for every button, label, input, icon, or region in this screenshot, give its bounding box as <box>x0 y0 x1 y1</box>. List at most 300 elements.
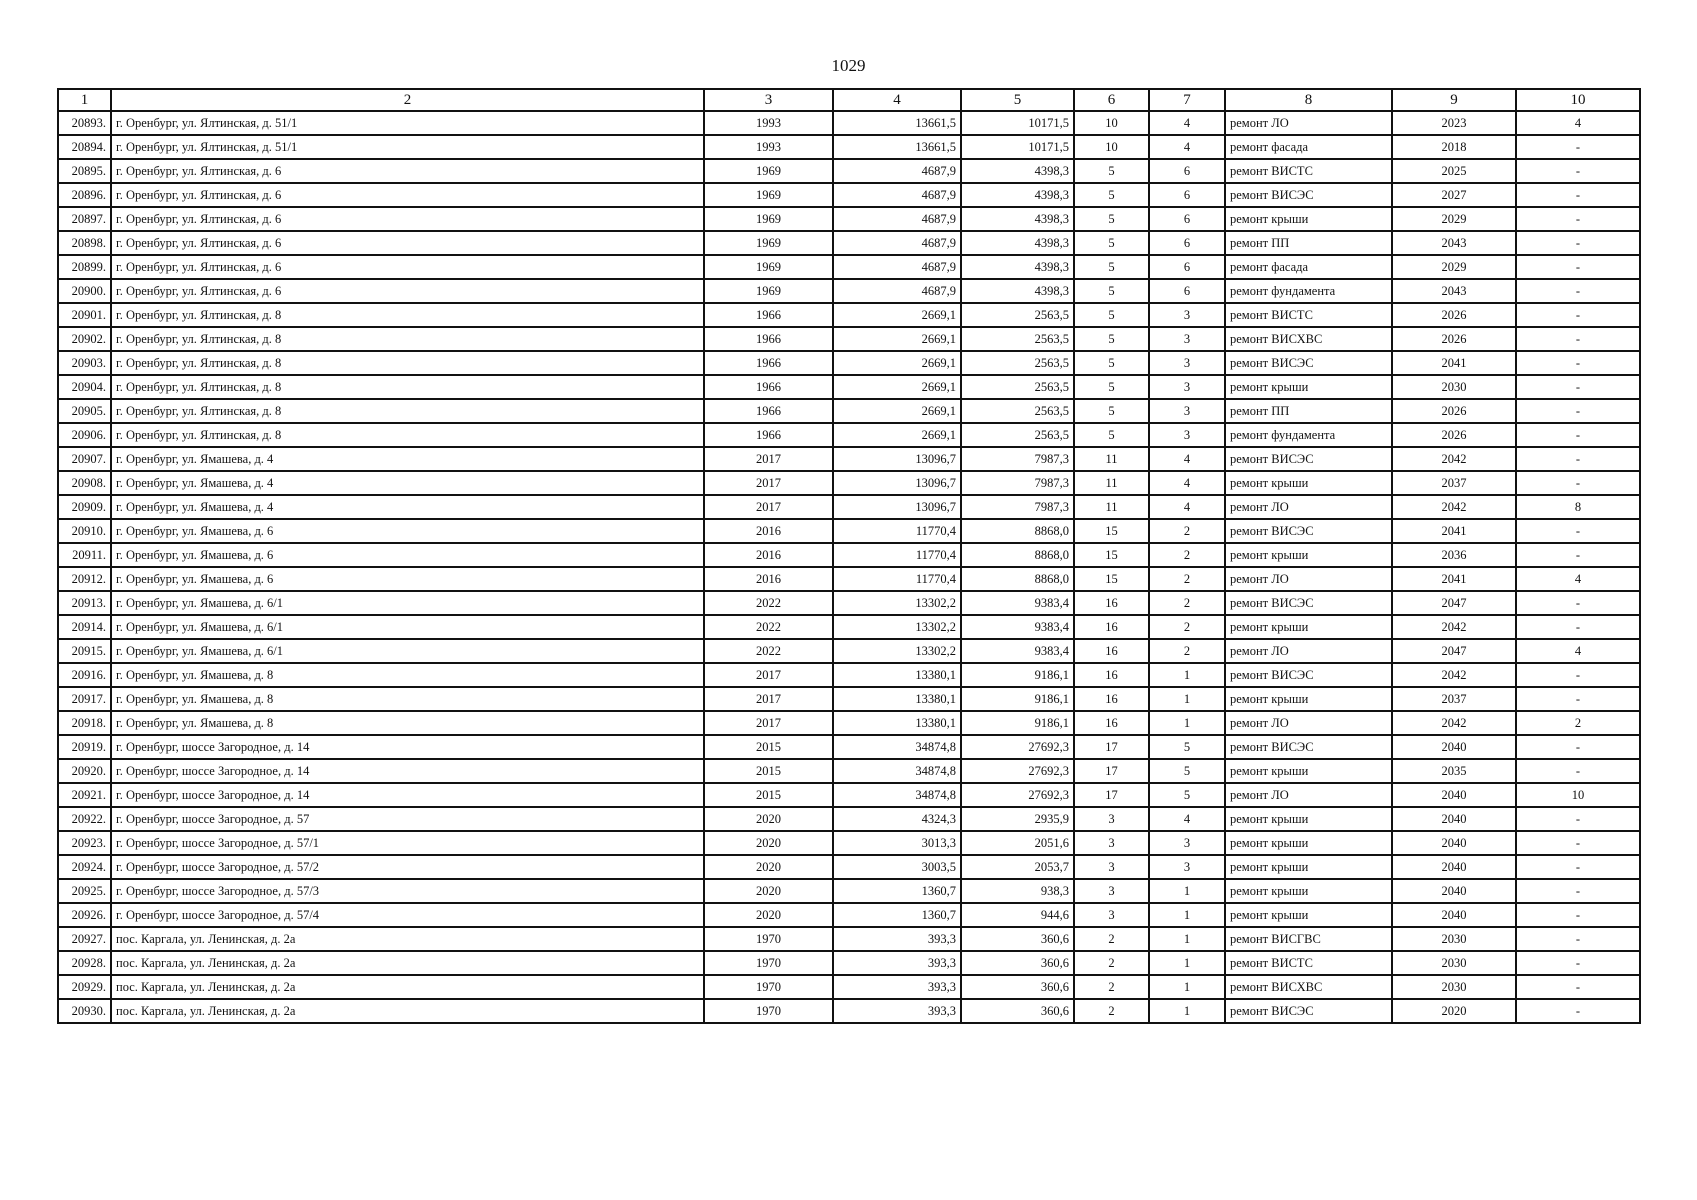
cell-living-area: 360,6 <box>961 975 1074 999</box>
cell-entrances: 2 <box>1149 639 1225 663</box>
cell-total-area: 4687,9 <box>833 279 961 303</box>
cell-planned-year: 2042 <box>1392 711 1516 735</box>
cell-work-type: ремонт ЛО <box>1225 639 1392 663</box>
cell-total-area: 13380,1 <box>833 663 961 687</box>
cell-entrances: 3 <box>1149 303 1225 327</box>
cell-row-number: 20900. <box>58 279 111 303</box>
cell-total-area: 2669,1 <box>833 375 961 399</box>
cell-year-built: 1970 <box>704 927 833 951</box>
cell-floors: 5 <box>1074 399 1149 423</box>
cell-address: пос. Каргала, ул. Ленинская, д. 2а <box>111 999 704 1023</box>
cell-quantity: - <box>1516 591 1640 615</box>
cell-living-area: 4398,3 <box>961 207 1074 231</box>
cell-row-number: 20918. <box>58 711 111 735</box>
column-header: 2 <box>111 89 704 111</box>
cell-entrances: 1 <box>1149 663 1225 687</box>
cell-entrances: 6 <box>1149 279 1225 303</box>
cell-planned-year: 2018 <box>1392 135 1516 159</box>
cell-planned-year: 2030 <box>1392 927 1516 951</box>
cell-work-type: ремонт ВИСЭС <box>1225 663 1392 687</box>
cell-floors: 5 <box>1074 231 1149 255</box>
cell-quantity: - <box>1516 375 1640 399</box>
cell-quantity: - <box>1516 183 1640 207</box>
table-row <box>58 495 1640 519</box>
cell-floors: 15 <box>1074 567 1149 591</box>
cell-living-area: 2053,7 <box>961 855 1074 879</box>
cell-planned-year: 2042 <box>1392 663 1516 687</box>
cell-floors: 11 <box>1074 471 1149 495</box>
cell-work-type: ремонт ВИСТС <box>1225 303 1392 327</box>
cell-year-built: 1966 <box>704 327 833 351</box>
table-row <box>58 687 1640 711</box>
cell-work-type: ремонт ВИСЭС <box>1225 999 1392 1023</box>
cell-floors: 5 <box>1074 327 1149 351</box>
table-row <box>58 615 1640 639</box>
cell-year-built: 2020 <box>704 879 833 903</box>
cell-work-type: ремонт ВИСТС <box>1225 951 1392 975</box>
cell-floors: 5 <box>1074 351 1149 375</box>
cell-total-area: 4687,9 <box>833 207 961 231</box>
cell-living-area: 9186,1 <box>961 711 1074 735</box>
cell-row-number: 20907. <box>58 447 111 471</box>
cell-total-area: 13661,5 <box>833 135 961 159</box>
cell-living-area: 7987,3 <box>961 471 1074 495</box>
table-row <box>58 351 1640 375</box>
cell-floors: 5 <box>1074 375 1149 399</box>
cell-planned-year: 2023 <box>1392 111 1516 135</box>
cell-work-type: ремонт крыши <box>1225 375 1392 399</box>
cell-planned-year: 2037 <box>1392 687 1516 711</box>
cell-work-type: ремонт крыши <box>1225 207 1392 231</box>
cell-work-type: ремонт фасада <box>1225 135 1392 159</box>
cell-row-number: 20926. <box>58 903 111 927</box>
cell-year-built: 1969 <box>704 255 833 279</box>
cell-living-area: 9383,4 <box>961 615 1074 639</box>
table-row <box>58 831 1640 855</box>
cell-address: г. Оренбург, ул. Ямашева, д. 6/1 <box>111 615 704 639</box>
cell-year-built: 1969 <box>704 207 833 231</box>
cell-floors: 17 <box>1074 735 1149 759</box>
cell-entrances: 1 <box>1149 879 1225 903</box>
table-row <box>58 423 1640 447</box>
cell-quantity: - <box>1516 447 1640 471</box>
cell-planned-year: 2042 <box>1392 495 1516 519</box>
cell-floors: 5 <box>1074 255 1149 279</box>
cell-living-area: 360,6 <box>961 999 1074 1023</box>
table-row <box>58 183 1640 207</box>
cell-quantity: 2 <box>1516 711 1640 735</box>
cell-planned-year: 2035 <box>1392 759 1516 783</box>
cell-total-area: 1360,7 <box>833 903 961 927</box>
cell-address: г. Оренбург, ул. Ямашева, д. 6/1 <box>111 639 704 663</box>
table-row <box>58 303 1640 327</box>
cell-quantity: - <box>1516 543 1640 567</box>
cell-year-built: 2022 <box>704 591 833 615</box>
cell-planned-year: 2047 <box>1392 639 1516 663</box>
cell-address: пос. Каргала, ул. Ленинская, д. 2а <box>111 975 704 999</box>
cell-address: г. Оренбург, ул. Ялтинская, д. 51/1 <box>111 135 704 159</box>
cell-quantity: - <box>1516 663 1640 687</box>
cell-quantity: 4 <box>1516 639 1640 663</box>
cell-work-type: ремонт крыши <box>1225 879 1392 903</box>
cell-floors: 17 <box>1074 759 1149 783</box>
repair-schedule-table <box>57 88 1641 1024</box>
table-row <box>58 735 1640 759</box>
cell-year-built: 1993 <box>704 135 833 159</box>
cell-work-type: ремонт ВИСЭС <box>1225 519 1392 543</box>
page-number: 1029 <box>831 56 866 75</box>
cell-total-area: 2669,1 <box>833 303 961 327</box>
cell-row-number: 20911. <box>58 543 111 567</box>
cell-row-number: 20913. <box>58 591 111 615</box>
cell-year-built: 1969 <box>704 231 833 255</box>
cell-floors: 5 <box>1074 183 1149 207</box>
cell-quantity: - <box>1516 879 1640 903</box>
cell-planned-year: 2041 <box>1392 351 1516 375</box>
table-row <box>58 231 1640 255</box>
table-header-row <box>58 89 1640 111</box>
cell-planned-year: 2040 <box>1392 735 1516 759</box>
cell-planned-year: 2040 <box>1392 879 1516 903</box>
cell-year-built: 2015 <box>704 783 833 807</box>
cell-floors: 5 <box>1074 303 1149 327</box>
cell-quantity: - <box>1516 615 1640 639</box>
table-row <box>58 207 1640 231</box>
cell-row-number: 20898. <box>58 231 111 255</box>
cell-row-number: 20897. <box>58 207 111 231</box>
cell-year-built: 2017 <box>704 495 833 519</box>
table-row <box>58 255 1640 279</box>
cell-address: г. Оренбург, ул. Ямашева, д. 6 <box>111 543 704 567</box>
cell-planned-year: 2026 <box>1392 423 1516 447</box>
cell-planned-year: 2036 <box>1392 543 1516 567</box>
table-row <box>58 567 1640 591</box>
cell-planned-year: 2030 <box>1392 375 1516 399</box>
cell-work-type: ремонт ЛО <box>1225 567 1392 591</box>
cell-work-type: ремонт ПП <box>1225 399 1392 423</box>
cell-year-built: 2017 <box>704 471 833 495</box>
cell-living-area: 4398,3 <box>961 279 1074 303</box>
cell-year-built: 1969 <box>704 183 833 207</box>
table-row <box>58 111 1640 135</box>
cell-entrances: 2 <box>1149 615 1225 639</box>
table-row <box>58 639 1640 663</box>
cell-work-type: ремонт крыши <box>1225 855 1392 879</box>
cell-address: г. Оренбург, ул. Ялтинская, д. 6 <box>111 183 704 207</box>
cell-living-area: 9186,1 <box>961 687 1074 711</box>
cell-entrances: 1 <box>1149 975 1225 999</box>
cell-floors: 11 <box>1074 447 1149 471</box>
cell-year-built: 2020 <box>704 807 833 831</box>
cell-quantity: - <box>1516 279 1640 303</box>
cell-address: г. Оренбург, ул. Ялтинская, д. 8 <box>111 399 704 423</box>
cell-total-area: 13302,2 <box>833 615 961 639</box>
cell-floors: 2 <box>1074 951 1149 975</box>
cell-year-built: 1969 <box>704 159 833 183</box>
cell-planned-year: 2026 <box>1392 303 1516 327</box>
cell-total-area: 4687,9 <box>833 231 961 255</box>
cell-address: г. Оренбург, ул. Ямашева, д. 6/1 <box>111 591 704 615</box>
table-row <box>58 543 1640 567</box>
cell-address: г. Оренбург, шоссе Загородное, д. 57/3 <box>111 879 704 903</box>
cell-floors: 10 <box>1074 111 1149 135</box>
cell-floors: 5 <box>1074 207 1149 231</box>
cell-total-area: 34874,8 <box>833 783 961 807</box>
table-row <box>58 135 1640 159</box>
cell-row-number: 20905. <box>58 399 111 423</box>
cell-address: г. Оренбург, ул. Ямашева, д. 6 <box>111 519 704 543</box>
table-row <box>58 807 1640 831</box>
cell-planned-year: 2042 <box>1392 615 1516 639</box>
cell-address: г. Оренбург, ул. Ямашева, д. 4 <box>111 471 704 495</box>
cell-total-area: 13302,2 <box>833 639 961 663</box>
cell-living-area: 2563,5 <box>961 375 1074 399</box>
cell-row-number: 20921. <box>58 783 111 807</box>
cell-living-area: 4398,3 <box>961 231 1074 255</box>
cell-floors: 16 <box>1074 687 1149 711</box>
cell-quantity: - <box>1516 519 1640 543</box>
cell-living-area: 9383,4 <box>961 639 1074 663</box>
table-row <box>58 471 1640 495</box>
cell-entrances: 1 <box>1149 711 1225 735</box>
cell-address: г. Оренбург, ул. Ямашева, д. 8 <box>111 711 704 735</box>
cell-planned-year: 2029 <box>1392 255 1516 279</box>
cell-work-type: ремонт ЛО <box>1225 111 1392 135</box>
cell-address: г. Оренбург, ул. Ялтинская, д. 8 <box>111 423 704 447</box>
cell-row-number: 20914. <box>58 615 111 639</box>
table-row <box>58 759 1640 783</box>
cell-year-built: 2015 <box>704 735 833 759</box>
cell-planned-year: 2042 <box>1392 447 1516 471</box>
cell-row-number: 20895. <box>58 159 111 183</box>
table-row <box>58 375 1640 399</box>
cell-entrances: 2 <box>1149 543 1225 567</box>
cell-entrances: 1 <box>1149 951 1225 975</box>
cell-entrances: 3 <box>1149 375 1225 399</box>
cell-year-built: 2017 <box>704 687 833 711</box>
cell-year-built: 1993 <box>704 111 833 135</box>
cell-floors: 3 <box>1074 879 1149 903</box>
cell-total-area: 13380,1 <box>833 711 961 735</box>
column-header: 3 <box>704 89 833 111</box>
cell-entrances: 3 <box>1149 399 1225 423</box>
table-row <box>58 447 1640 471</box>
cell-total-area: 34874,8 <box>833 759 961 783</box>
cell-year-built: 1969 <box>704 279 833 303</box>
cell-work-type: ремонт крыши <box>1225 759 1392 783</box>
cell-work-type: ремонт ЛО <box>1225 711 1392 735</box>
table-row <box>58 927 1640 951</box>
cell-address: г. Оренбург, шоссе Загородное, д. 57/2 <box>111 855 704 879</box>
cell-year-built: 1966 <box>704 423 833 447</box>
cell-living-area: 2563,5 <box>961 327 1074 351</box>
cell-floors: 15 <box>1074 519 1149 543</box>
cell-total-area: 34874,8 <box>833 735 961 759</box>
cell-floors: 3 <box>1074 831 1149 855</box>
cell-year-built: 2017 <box>704 663 833 687</box>
cell-address: г. Оренбург, ул. Ямашева, д. 6 <box>111 567 704 591</box>
cell-entrances: 4 <box>1149 111 1225 135</box>
cell-row-number: 20894. <box>58 135 111 159</box>
cell-quantity: - <box>1516 327 1640 351</box>
cell-living-area: 2935,9 <box>961 807 1074 831</box>
cell-planned-year: 2043 <box>1392 231 1516 255</box>
cell-row-number: 20930. <box>58 999 111 1023</box>
cell-entrances: 3 <box>1149 855 1225 879</box>
cell-year-built: 2020 <box>704 831 833 855</box>
cell-total-area: 2669,1 <box>833 423 961 447</box>
cell-quantity: - <box>1516 807 1640 831</box>
cell-floors: 2 <box>1074 999 1149 1023</box>
cell-address: г. Оренбург, ул. Ялтинская, д. 8 <box>111 303 704 327</box>
cell-year-built: 1966 <box>704 375 833 399</box>
cell-entrances: 5 <box>1149 783 1225 807</box>
cell-entrances: 4 <box>1149 807 1225 831</box>
cell-entrances: 3 <box>1149 351 1225 375</box>
cell-living-area: 360,6 <box>961 951 1074 975</box>
cell-floors: 16 <box>1074 711 1149 735</box>
cell-quantity: - <box>1516 759 1640 783</box>
cell-row-number: 20920. <box>58 759 111 783</box>
cell-living-area: 9383,4 <box>961 591 1074 615</box>
cell-work-type: ремонт ВИСХВС <box>1225 327 1392 351</box>
cell-year-built: 2022 <box>704 639 833 663</box>
cell-year-built: 2016 <box>704 519 833 543</box>
cell-quantity: - <box>1516 303 1640 327</box>
column-header: 4 <box>833 89 961 111</box>
cell-row-number: 20906. <box>58 423 111 447</box>
cell-total-area: 13302,2 <box>833 591 961 615</box>
cell-total-area: 2669,1 <box>833 351 961 375</box>
cell-work-type: ремонт фасада <box>1225 255 1392 279</box>
cell-living-area: 2563,5 <box>961 423 1074 447</box>
cell-year-built: 2022 <box>704 615 833 639</box>
cell-quantity: 10 <box>1516 783 1640 807</box>
cell-entrances: 3 <box>1149 423 1225 447</box>
cell-row-number: 20928. <box>58 951 111 975</box>
cell-living-area: 2563,5 <box>961 303 1074 327</box>
cell-row-number: 20908. <box>58 471 111 495</box>
column-header: 1 <box>58 89 111 111</box>
cell-quantity: - <box>1516 135 1640 159</box>
cell-floors: 17 <box>1074 783 1149 807</box>
cell-work-type: ремонт фундамента <box>1225 423 1392 447</box>
cell-address: г. Оренбург, ул. Ямашева, д. 8 <box>111 663 704 687</box>
cell-year-built: 1970 <box>704 999 833 1023</box>
cell-floors: 3 <box>1074 903 1149 927</box>
cell-living-area: 4398,3 <box>961 255 1074 279</box>
cell-address: пос. Каргала, ул. Ленинская, д. 2а <box>111 951 704 975</box>
cell-row-number: 20922. <box>58 807 111 831</box>
cell-planned-year: 2030 <box>1392 975 1516 999</box>
cell-address: пос. Каргала, ул. Ленинская, д. 2а <box>111 927 704 951</box>
cell-quantity: - <box>1516 399 1640 423</box>
cell-entrances: 2 <box>1149 519 1225 543</box>
cell-row-number: 20917. <box>58 687 111 711</box>
cell-row-number: 20910. <box>58 519 111 543</box>
table-row <box>58 855 1640 879</box>
cell-total-area: 2669,1 <box>833 399 961 423</box>
cell-total-area: 3003,5 <box>833 855 961 879</box>
cell-year-built: 2020 <box>704 855 833 879</box>
cell-row-number: 20902. <box>58 327 111 351</box>
cell-planned-year: 2040 <box>1392 831 1516 855</box>
cell-entrances: 4 <box>1149 447 1225 471</box>
cell-address: г. Оренбург, шоссе Загородное, д. 57 <box>111 807 704 831</box>
cell-living-area: 27692,3 <box>961 759 1074 783</box>
cell-total-area: 393,3 <box>833 927 961 951</box>
column-header: 8 <box>1225 89 1392 111</box>
cell-row-number: 20916. <box>58 663 111 687</box>
cell-entrances: 4 <box>1149 471 1225 495</box>
cell-floors: 10 <box>1074 135 1149 159</box>
cell-row-number: 20896. <box>58 183 111 207</box>
cell-planned-year: 2041 <box>1392 567 1516 591</box>
cell-year-built: 2017 <box>704 447 833 471</box>
cell-row-number: 20903. <box>58 351 111 375</box>
cell-row-number: 20919. <box>58 735 111 759</box>
cell-entrances: 6 <box>1149 231 1225 255</box>
cell-total-area: 4687,9 <box>833 159 961 183</box>
table-row <box>58 951 1640 975</box>
cell-row-number: 20924. <box>58 855 111 879</box>
cell-living-area: 360,6 <box>961 927 1074 951</box>
cell-row-number: 20893. <box>58 111 111 135</box>
cell-floors: 16 <box>1074 615 1149 639</box>
cell-work-type: ремонт ВИСЭС <box>1225 591 1392 615</box>
cell-address: г. Оренбург, ул. Ялтинская, д. 6 <box>111 255 704 279</box>
cell-entrances: 1 <box>1149 927 1225 951</box>
cell-work-type: ремонт ПП <box>1225 231 1392 255</box>
cell-floors: 3 <box>1074 807 1149 831</box>
column-header: 5 <box>961 89 1074 111</box>
cell-entrances: 5 <box>1149 759 1225 783</box>
cell-quantity: - <box>1516 927 1640 951</box>
cell-year-built: 2016 <box>704 567 833 591</box>
table-row <box>58 975 1640 999</box>
cell-total-area: 393,3 <box>833 975 961 999</box>
cell-planned-year: 2040 <box>1392 807 1516 831</box>
table-row <box>58 663 1640 687</box>
cell-total-area: 4324,3 <box>833 807 961 831</box>
cell-planned-year: 2020 <box>1392 999 1516 1023</box>
cell-living-area: 7987,3 <box>961 447 1074 471</box>
cell-row-number: 20925. <box>58 879 111 903</box>
cell-address: г. Оренбург, ул. Ямашева, д. 4 <box>111 495 704 519</box>
table-row <box>58 711 1640 735</box>
cell-address: г. Оренбург, ул. Ялтинская, д. 6 <box>111 159 704 183</box>
cell-planned-year: 2043 <box>1392 279 1516 303</box>
cell-entrances: 4 <box>1149 495 1225 519</box>
cell-work-type: ремонт ВИСХВС <box>1225 975 1392 999</box>
cell-planned-year: 2026 <box>1392 399 1516 423</box>
cell-work-type: ремонт крыши <box>1225 807 1392 831</box>
cell-living-area: 7987,3 <box>961 495 1074 519</box>
cell-living-area: 8868,0 <box>961 519 1074 543</box>
cell-total-area: 4687,9 <box>833 183 961 207</box>
cell-living-area: 8868,0 <box>961 567 1074 591</box>
cell-entrances: 2 <box>1149 567 1225 591</box>
cell-quantity: - <box>1516 951 1640 975</box>
cell-address: г. Оренбург, ул. Ямашева, д. 4 <box>111 447 704 471</box>
cell-living-area: 2563,5 <box>961 351 1074 375</box>
cell-quantity: - <box>1516 471 1640 495</box>
cell-work-type: ремонт крыши <box>1225 543 1392 567</box>
table-row <box>58 783 1640 807</box>
cell-row-number: 20929. <box>58 975 111 999</box>
cell-planned-year: 2041 <box>1392 519 1516 543</box>
cell-living-area: 938,3 <box>961 879 1074 903</box>
